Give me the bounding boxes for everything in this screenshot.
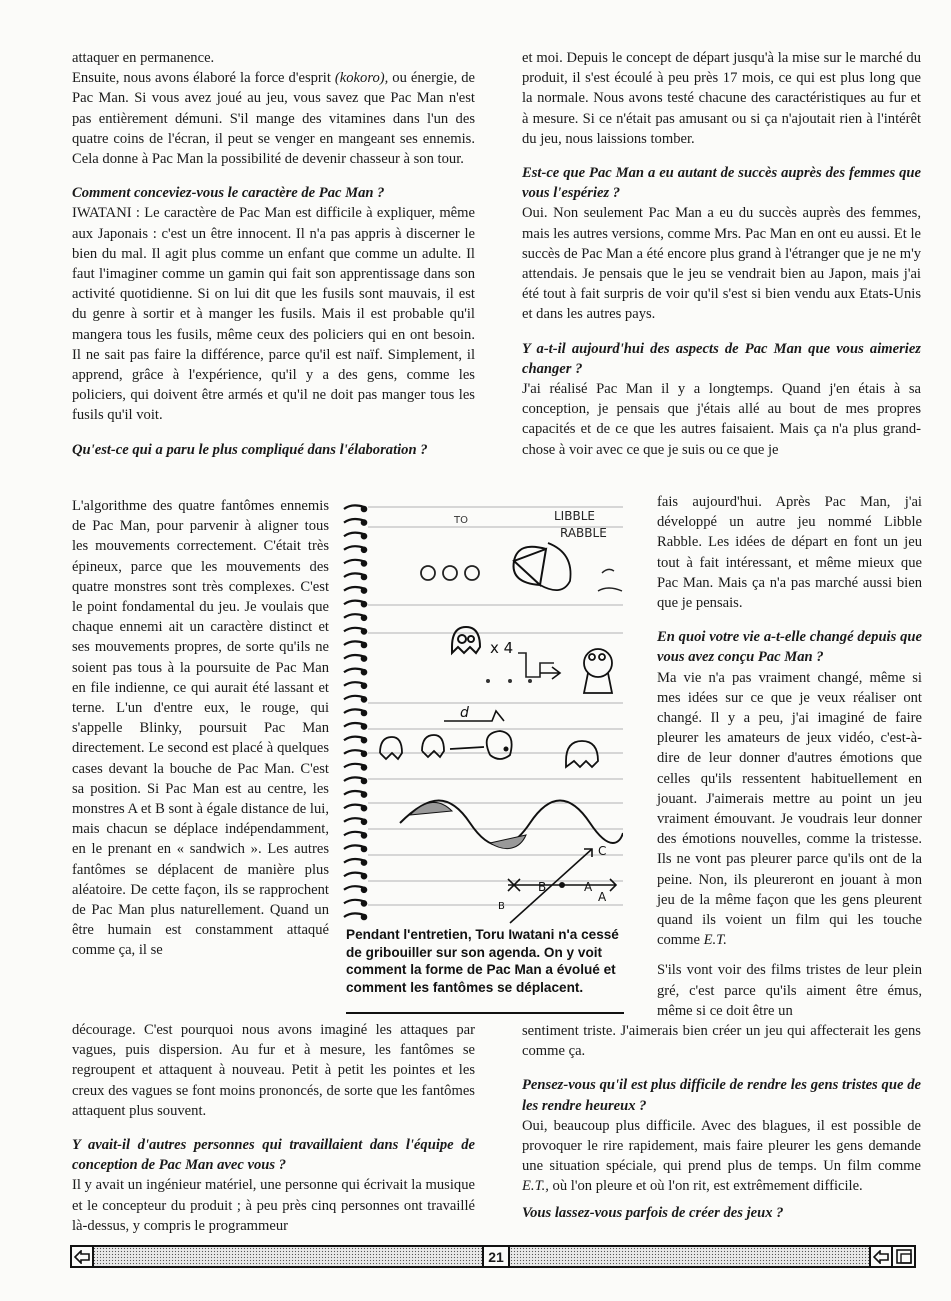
question-heading: Pensez-vous qu'il est plus difficile de rendre les gens tristes que de les rendre heureux ? [522,1077,921,1114]
question-heading: Y avait-il d'autres personnes qui travaillaient dans l'équipe de conception de Pac Man avec vous ? [72,1137,475,1174]
spiral-hole [362,792,366,796]
sketch-label-b2: B [498,901,505,912]
spiral-hole [362,643,366,647]
right-narrow-text [657,492,922,1021]
paragraph: Ensuite, nous avons élaboré la force d'esprit (kokoro), ou énergie, de Pac Man. Si vous avez joué au jeu, vous savez que Pac Man n'est pas entièrement démuni. S'il mange des vitamines dans l'un des quatre coins de l'écran, il peut se venger en mangeant ses ennemis. Cela donne à Pac Man la possibilité de devenir chasseur à son tour. [72,70,476,168]
spiral-hole [362,548,366,552]
spiral-hole [362,752,366,756]
question-heading: Y a-t-il aujourd'hui des aspects de Pac Man que vous aimeriez changer ? [522,340,921,377]
question-heading: Qu'est-ce qui a paru le plus compliqué dans l'élaboration ? [72,441,428,458]
notebook-sketch-image [340,493,623,925]
spiral-hole [362,779,366,783]
spiral-hole [362,520,366,524]
pacman-drawing [514,547,546,585]
left-column-top [72,48,475,460]
question-heading: Comment conceviez-vous le caractère de Pac Man ? [72,185,385,202]
paragraph: IWATANI : Le caractère de Pac Man est difficile à expliquer, même aux Japonais : c'est un être innocent. Il n'a pas appris à discerner le bien du mal. Il agit plus comme un enfant que comme un adulte. Il faut l'imaginer comme un gamin qui fait son apprentissage dans son activité quotidienne. Si on lui dit que les fusils sont mauvais, il est du genre à sortir et à manger les fusils. Mais il est probable qu'il mangera tous les fusils, même ceux des policiers qui en ont besoin. Il ne sait pas faire la différence, parce qu'il est naïf. Simplement, il apprend, grâce à l'expérience, qu'il y a des gens, comme les policiers, qui doivent être armés et qu'il ne doit pas manger tous les fusils qu'il voit. [72,205,475,424]
window-button[interactable] [891,1245,916,1268]
ghost-drawing [452,627,480,653]
sketch-label-c: C [598,844,607,858]
back-arrow-icon [873,1250,889,1264]
page-navigation-bar [70,1245,916,1268]
spiral-hole [362,588,366,592]
spiral-hole [362,847,366,851]
paragraph: J'ai réalisé Pac Man il y a longtemps. Quand j'en étais à sa conception, je pensais que j'étais allé au bout de mes propres capacités et de ce que les autres faisaient. Mais ça n'a plus grand-chose à voir avec ce que je suis ou ce que je [522,381,921,458]
spiral-hole [362,656,366,660]
spiral-hole [362,507,366,511]
right-column-top [522,48,921,460]
caption-rule [346,1012,624,1014]
left-narrow-text [72,496,329,961]
spiral-hole [362,915,366,919]
spiral-binding [344,505,366,919]
window-icon [896,1249,912,1264]
spiral-hole [362,534,366,538]
sketch-label-to: TO [454,515,468,526]
page-number: 21 [482,1245,510,1268]
paragraph: Oui. Non seulement Pac Man a eu du succès auprès des femmes, mais les autres versions, comme Mrs. Pac Man en ont eu aussi. Et le succès de Pac Man a été encore plus grand à l'étranger que je ne m'y attendais. Je pensais que le jeu se vendrait bien au Japon, mais j'ai été tout à fait surpris de voir qu'il s'est si bien vendu aux Etats-Unis et dans les autres pays. [522,205,921,323]
pellets-drawing [421,566,479,580]
spiral-hole [362,616,366,620]
question-heading: Est-ce que Pac Man a eu autant de succès auprès des femmes que vous l'espériez ? [522,165,921,202]
sketch-label-d: d [460,705,469,721]
spiral-hole [362,888,366,892]
sketch-label-x4: x 4 [490,639,514,657]
sketch-label-libble: LIBBLE [554,509,595,523]
paragraph: L'algorithme des quatre fantômes ennemis de Pac Man, pour parvenir à aligner tous les mouvements correctement. C'était très épineux, parce que les mouvements des quatre monstres sont très complexes. C'est le point fondamental du jeu. Je voulais que chaque ennemi ait un caractère distinct et ses mouvements propres, de sorte qu'ils ne soient pas tous à la poursuite de Pac Man en file indienne, ce qui aurait été lassant et terne. L'un d'entre eux, le rouge, qui s'appelle Blinky, poursuit Pac Man directement. Le second est placé à quelques cases devant la bouche de Pac Man. C'est sa position. Si Pac Man est au centre, les monstres A et B sont à égale distance de lui, mais chacun se déplace indépendamment, en le prenant en « sandwich ». Les autres fantômes se déplacent de manière plus aléatoire. De cette façon, ils se rapprochent de Pac Man plus naturellement. Quand un être humain est constamment attaqué comme ça, il se [72,498,329,959]
spiral-hole [362,833,366,837]
paragraph: décourage. C'est pourquoi nous avons imaginé les attaques par vagues, puis dispersion. Au fur et à mesure, les fantômes se regroupent et attaquent à nouveau. Petit à petit les pointes et les creux des vagues se font moins prononcés, de sorte que les fantômes attaquent plus souvent. [72,1022,475,1119]
spiral-hole [362,874,366,878]
sketch-label-a: A [598,890,607,904]
spiral-hole [362,738,366,742]
spiral-hole [362,765,366,769]
sketch-label-rabble: RABBLE [560,526,607,540]
spiral-hole [362,684,366,688]
chase-drawing [380,731,598,767]
sketch-label-b: B [538,880,547,894]
right-column-bottom [522,1021,921,1223]
question-heading: En quoi votre vie a-t-elle changé depuis que vous avez conçu Pac Man ? [657,629,922,666]
spiral-hole [362,575,366,579]
sketch-label-a2: A [584,880,593,894]
spiral-hole [362,602,366,606]
paragraph: S'ils vont voir des films tristes de leur plein gré, c'est parce qu'ils aiment être émus, même si ce doit être un [657,962,922,1019]
spiral-hole [362,724,366,728]
left-column-bottom [72,1020,475,1236]
paragraph: et moi. Depuis le concept de départ jusqu'à la mise sur le marché du produit, il s'est écoulé à peu près 17 mois, ce qui est plus long que la normale. Nous avons testé chacune des caractéristiques au fur et à mesure. Si ce n'était pas amusant ou si ça n'ajoutait rien à l'intérêt du jeu, nous laissions tomber. [522,50,921,147]
spiral-hole [362,629,366,633]
spiral-hole [362,711,366,715]
paragraph: sentiment triste. J'aimerais bien créer un jeu qui affecterait les gens comme ça. [522,1023,921,1060]
spiral-hole [362,697,366,701]
spiral-hole [362,806,366,810]
paragraph: Oui, beaucoup plus difficile. Avec des blagues, il est possible de provoquer le rire rapidement, mais faire pleurer les gens demande une situation spéciale, qui prend plus de temps. Un film comme E.T., où l'on pleure et où l'on rit, est extrêmement difficile. [522,1117,921,1195]
figure-caption: Pendant l'entretien, Toru Iwatani n'a cessé de gribouiller sur son agenda. On y voit comment la forme de Pac Man a évolué et comment les fantômes se déplacent. [346,927,619,995]
spiral-hole [362,820,366,824]
spiral-hole [362,901,366,905]
back-button[interactable] [70,1245,94,1268]
paragraph: attaquer en permanence. [72,50,215,66]
spiral-hole [362,670,366,674]
spiral-hole [362,860,366,864]
paragraph: Il y avait un ingénieur matériel, une personne qui écrivait la musique et le concepteur du produit ; à peu près cinq personnes ont travaillé là-dessus, y compris le programmeur [72,1177,475,1234]
spiral-hole [362,561,366,565]
question-heading: Vous lassez-vous parfois de créer des jeux ? [522,1204,784,1221]
paragraph: fais aujourd'hui. Après Pac Man, j'ai développé un autre jeu nommé Libble Rabble. Les idées de départ en font un jeu tout à fait intéressant, et même mieux que Pac Man. Mais ça n'a pas marché aussi bien que je pensais. [657,494,922,612]
paragraph: Ma vie n'a pas vraiment changé, même si mes idées sur ce que je veux réaliser ont changé. Il y a peu, j'ai imaginé de faire pleurer les amateurs de jeux vidéo, c'est-à-dire de leur donner d'autres émotions que celles qu'ils ressentent habituellement en jouant. J'aimerais mettre au point un jeu vraiment émouvant. Je voudrais leur donner des émotions nouvelles, comme la tristesse. Ils ne vont pas pleurer parce qu'ils ont de la peine. Non, ils pleureront en jouant à mon jeu de la même façon que les gens pleurent quand ils voient un film qui les touche comme E.T. [657,669,922,949]
previous-page-button[interactable] [869,1245,893,1268]
back-arrow-icon [74,1250,90,1264]
